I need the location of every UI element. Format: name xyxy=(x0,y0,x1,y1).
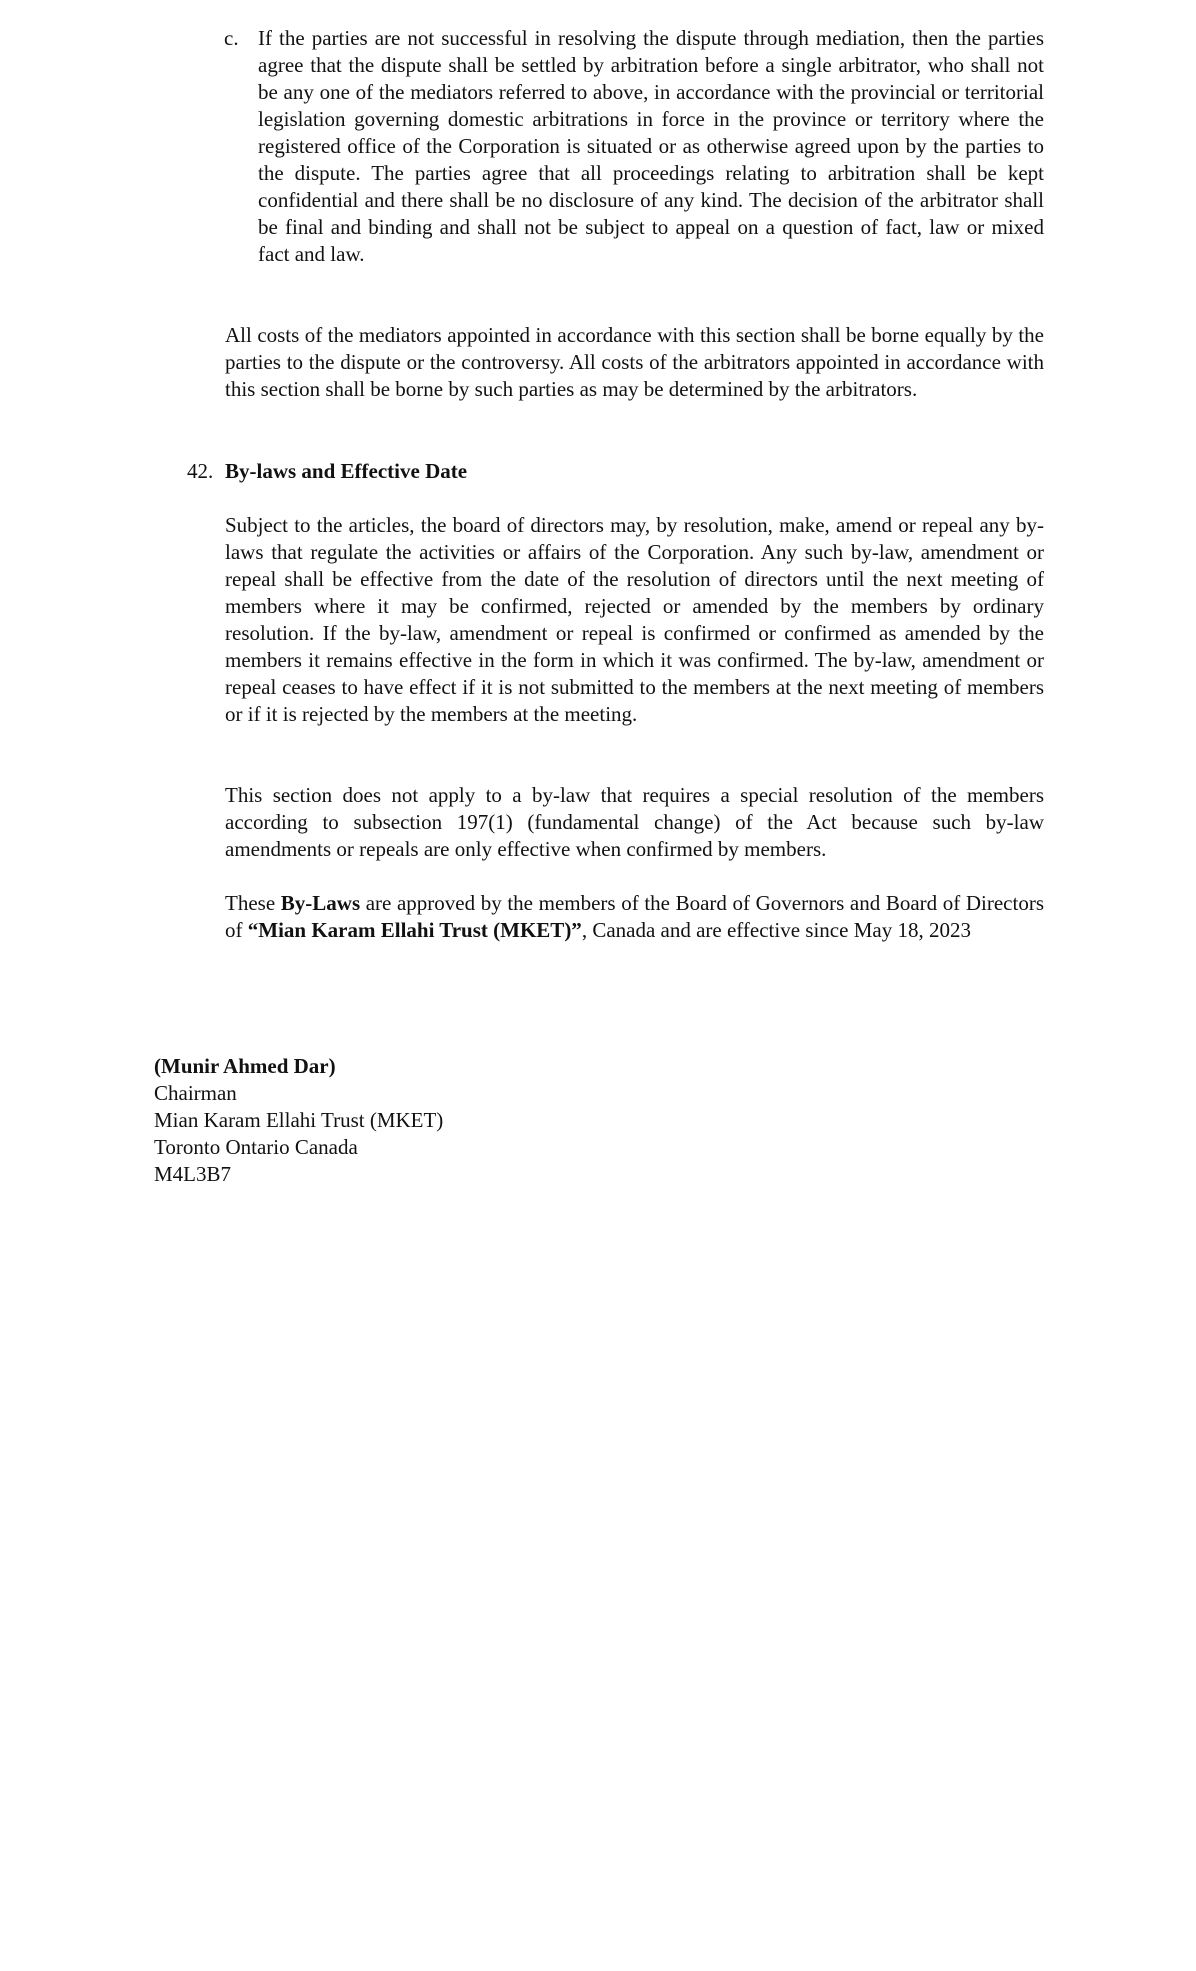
signatory-organization: Mian Karam Ellahi Trust (MKET) xyxy=(154,1108,444,1132)
section-42-paragraph-2: This section does not apply to a by-law that requires a special resolution of the members according to subsection 197(1) (fundamental change) of the Act because such by-law amendments or repeals are only effective when confirmed by members. xyxy=(225,783,1044,861)
clause-c-text: If the parties are not successful in resolving the dispute through mediation, then the parties agree that the dispute shall be settled by arbitration before a single arbitrator, who shall not be any one of the mediators referred to above, in accordance with the provincial or territorial legislation governing domestic arbitrations in force in the province or territory where the registered office of the Corporation is situated or as otherwise agreed upon by the parties to the dispute. The parties agree that all proceedings relating to arbitration shall be kept confidential and there shall be no disclosure of any kind. The decision of the arbitrator shall be final and binding and shall not be subject to appeal on a question of fact, law or mixed fact and law. xyxy=(258,26,1044,266)
costs-paragraph: All costs of the mediators appointed in accordance with this section shall be borne equally by the parties to the dispute or the controversy. All costs of the arbitrators appointed in accordance with this section shall be borne by such parties as may be determined by the arbitrators. xyxy=(225,323,1044,401)
signatory-postal-code: M4L3B7 xyxy=(154,1162,232,1186)
approval-middle: are approved by the members of the Board of Governors and Board of Directors of xyxy=(225,891,1044,942)
signatory-location: Toronto Ontario Canada xyxy=(154,1135,358,1159)
signatory-name: (Munir Ahmed Dar) xyxy=(154,1054,336,1078)
approval-trust-name: “Mian Karam Ellahi Trust (MKET)” xyxy=(247,918,582,942)
signatory-title: Chairman xyxy=(154,1081,237,1105)
section-42-title: By-laws and Effective Date xyxy=(225,459,468,483)
approval-bylaws: By-Laws xyxy=(280,891,361,915)
section-42-heading xyxy=(187,458,1047,485)
clause-c xyxy=(224,25,1044,268)
approval-prefix: These xyxy=(225,891,281,915)
approval-paragraph xyxy=(225,890,1044,944)
approval-suffix: , Canada and are effective since May 18, 2023 xyxy=(581,918,971,942)
section-42-paragraph-1: Subject to the articles, the board of directors may, by resolution, make, amend or repeal any by-laws that regulate the activities or affairs of the Corporation. Any such by-law, amendment or repeal shall be effective from the date of the resolution of directors until the next meeting of members where it may be confirmed, rejected or amended by the members by ordinary resolution. If the by-law, amendment or repeal is confirmed or confirmed as amended by the members it remains effective in the form in which it was confirmed. The by-law, amendment or repeal ceases to have effect if it is not submitted to the members at the next meeting of members or if it is rejected by the members at the meeting. xyxy=(225,513,1044,726)
clause-c-marker: c. xyxy=(224,26,239,50)
signature-block xyxy=(154,1053,754,1188)
section-42-number: 42. xyxy=(187,459,214,483)
